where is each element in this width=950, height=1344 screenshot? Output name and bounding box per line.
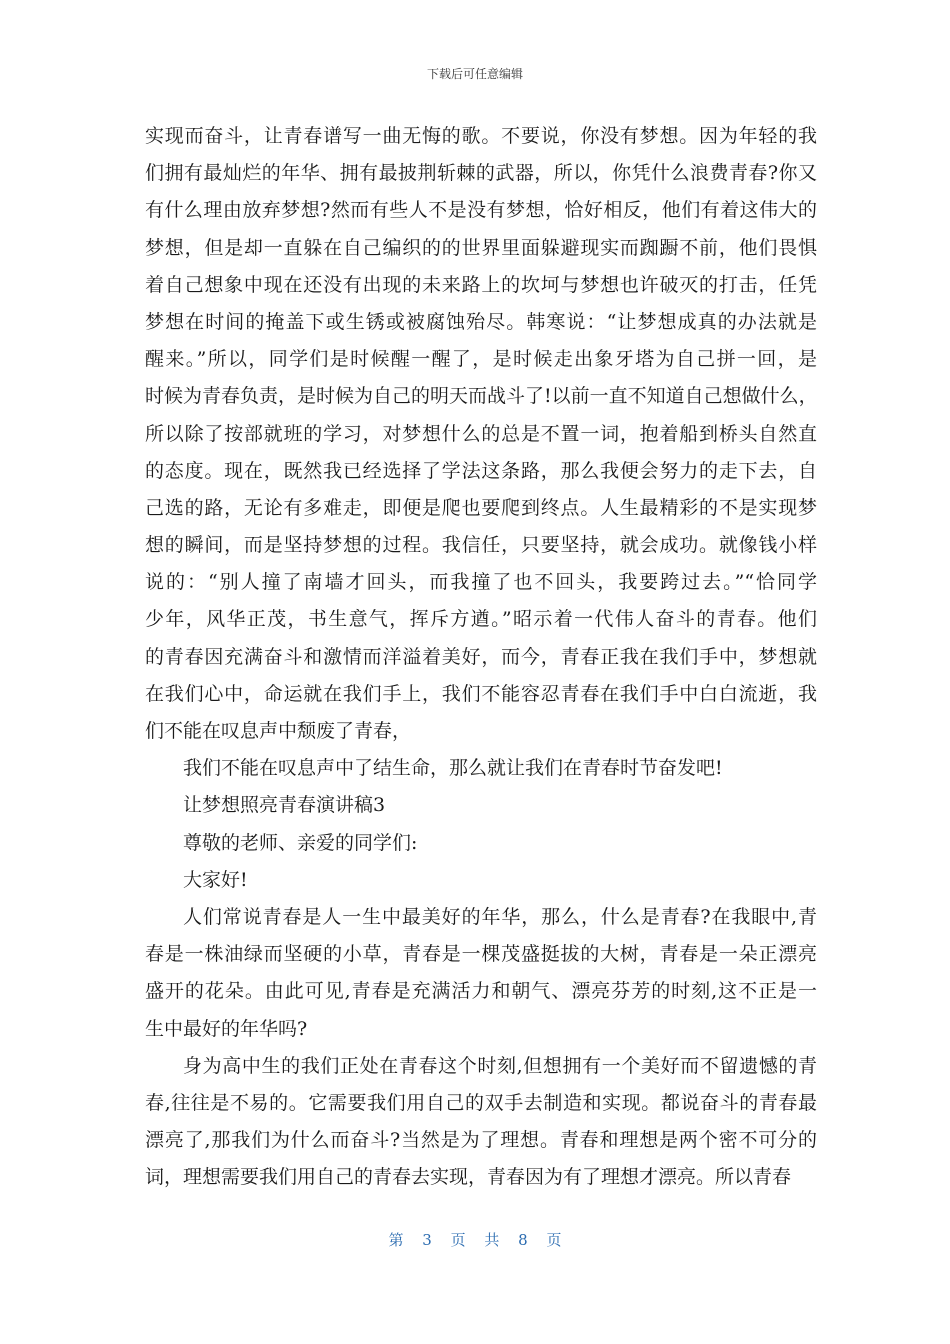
text-line: 春,往往是不易的。它需要我们用自己的双手去制造和实现。都说奋斗的青春最 — [145, 1091, 817, 1114]
document-body — [145, 118, 817, 1196]
text-line: 所以除了按部就班的学习，对梦想什么的总是不置一词，抱着船到桥头自然直 — [145, 422, 817, 445]
text-line: 着自己想象中现在还没有出现的未来路上的坎坷与梦想也许破灭的打击，任凭 — [145, 273, 817, 296]
text-line: 漂亮了,那我们为什么而奋斗?当然是为了理想。青春和理想是两个密不可分的 — [145, 1129, 817, 1152]
text-line: 的青春因充满奋斗和激情而洋溢着美好，而今，青春正我在我们手中，梦想就 — [145, 645, 817, 668]
text-line: 梦想在时间的掩盖下或生锈或被腐蚀殆尽。韩寒说：“让梦想成真的办法就是 — [145, 310, 817, 333]
text-line: 词，理想需要我们用自己的青春去实现，青春因为有了理想才漂亮。所以青春 — [145, 1166, 792, 1189]
text-line: 人们常说青春是人一生中最美好的年华，那么，什么是青春?在我眼中,青 — [183, 905, 817, 928]
text-line: 们不能在叹息声中颓废了青春， — [145, 720, 412, 742]
paragraph — [145, 899, 817, 1048]
text-line: 时候为青春负责，是时候为自己的明天而战斗了!以前一直不知道自己想做什么， — [145, 385, 818, 408]
text-line: 我们不能在叹息声中了结生命，那么就让我们在青春时节奋发吧! — [183, 757, 723, 780]
text-line: 大家好! — [183, 868, 248, 891]
text-line: 春是一株油绿而坚硬的小草，青春是一棵茂盛挺拔的大树，青春是一朵正漂亮 — [145, 943, 817, 966]
text-line: 盛开的花朵。由此可见,青春是充满活力和朝气、漂亮芬芳的时刻,这不正是一 — [145, 980, 817, 1003]
page-header: 下载后可任意编辑 — [426, 67, 523, 81]
text-line: 尊敬的老师、亲爱的同学们: — [183, 831, 418, 854]
paragraph — [145, 118, 817, 750]
text-line: 身为高中生的我们正处在青春这个时刻,但想拥有一个美好而不留遗憾的青 — [183, 1054, 817, 1077]
text-line: 在我们心中，命运就在我们手上，我们不能容忍青春在我们手中白白流逝，我 — [145, 682, 817, 705]
paragraph — [145, 750, 817, 787]
text-line: 说的：“别人撞了南墙才回头，而我撞了也不回头，我要跨过去。”“恰同学 — [145, 571, 817, 594]
paragraph — [145, 787, 817, 824]
text-line: 实现而奋斗，让青春谱写一曲无悔的歌。不要说，你没有梦想。因为年轻的我 — [145, 125, 817, 147]
text-line: 梦想，但是却一直躲在自己编织的的世界里面躲避现实而踟蹰不前，他们畏惧 — [145, 236, 817, 259]
text-line: 让梦想照亮青春演讲稿3 — [183, 794, 386, 817]
page-number: 第 3 页 共 8 页 — [388, 1231, 562, 1249]
text-line: 己选的路，无论有多难走，即便是爬也要爬到终点。人生最精彩的不是实现梦 — [145, 496, 817, 519]
paragraph — [145, 1048, 817, 1197]
text-line: 想的瞬间，而是坚持梦想的过程。我信任，只要坚持，就会成功。就像钱小样 — [145, 534, 817, 557]
paragraph — [145, 862, 817, 899]
paragraph — [145, 825, 817, 862]
text-line: 少年，风华正茂，书生意气，挥斥方遒。”昭示着一代伟人奋斗的青春。他们 — [145, 608, 817, 631]
text-line: 生中最好的年华吗? — [145, 1017, 308, 1040]
text-line: 们拥有最灿烂的年华、拥有最披荆斩棘的武器，所以，你凭什么浪费青春?你又 — [145, 162, 817, 185]
text-line: 的态度。现在，既然我已经选择了学法这条路，那么我便会努力的走下去，自 — [145, 459, 817, 482]
text-line: 醒来。”所以，同学们是时候醒一醒了，是时候走出象牙塔为自己拼一回，是 — [145, 348, 817, 371]
text-line: 有什么理由放弃梦想?然而有些人不是没有梦想，恰好相反，他们有着这伟大的 — [145, 199, 817, 222]
